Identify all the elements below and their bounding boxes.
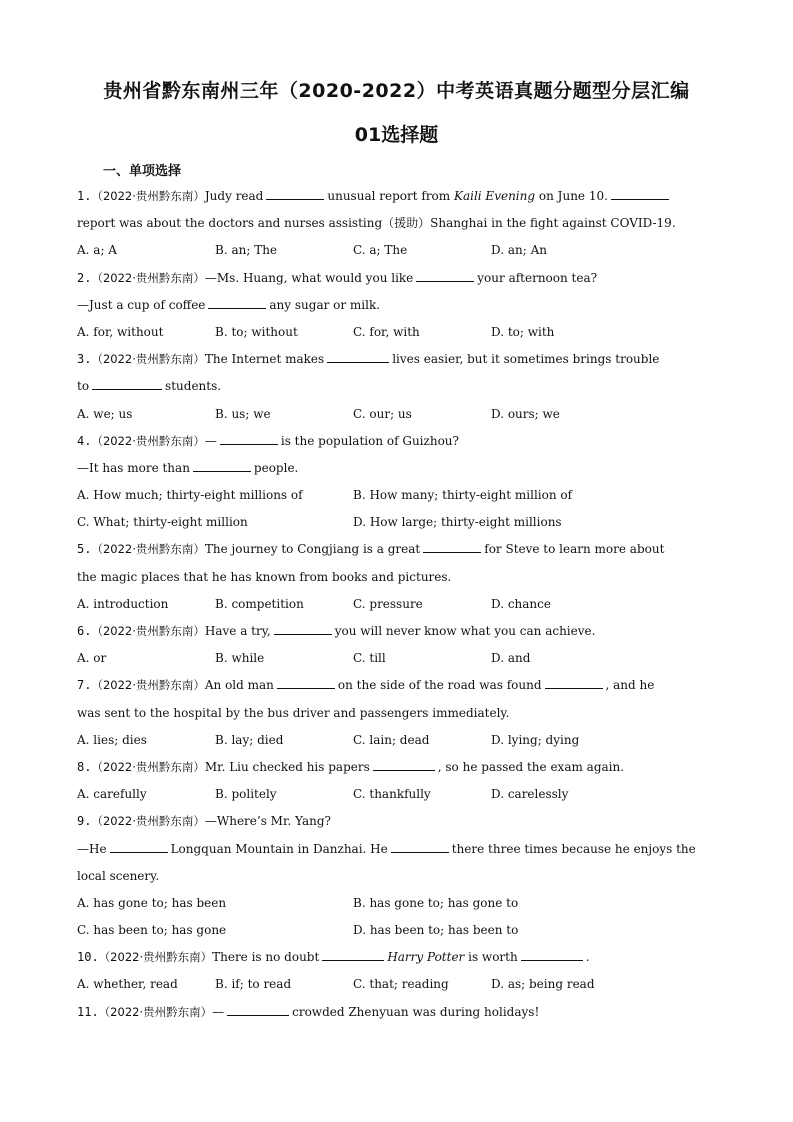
answer-blank[interactable] (274, 622, 332, 635)
answer-blank[interactable] (92, 377, 162, 390)
answer-blank[interactable] (391, 840, 449, 853)
question-4 (77, 430, 722, 457)
question-text: people. (253, 460, 299, 475)
answer-blank[interactable] (110, 840, 168, 853)
question-number: 3. (77, 352, 92, 367)
option-a[interactable]: A. introduction (77, 596, 169, 611)
question-text: unusual report from (327, 189, 451, 203)
question-list (77, 185, 722, 1028)
question-8-options (77, 783, 722, 810)
answer-blank[interactable] (193, 459, 251, 472)
section-heading: 一、单项选择 (103, 164, 182, 179)
newspaper-title: Kaili Evening (453, 189, 536, 203)
question-text: local scenery. (77, 868, 160, 883)
question-5-continued (77, 566, 722, 593)
question-9-options-row2 (77, 919, 722, 946)
question-number: 7. (77, 678, 92, 693)
option-a[interactable]: A. carefully (77, 787, 147, 802)
option-b[interactable]: B. lay; died (215, 732, 284, 747)
option-d[interactable]: D. has been to; has been to (353, 923, 519, 938)
question-1 (77, 185, 722, 212)
question-9 (77, 810, 722, 837)
option-a[interactable]: A. for, without (77, 324, 164, 339)
question-text: the magic places that he has known from books and pictures. (77, 569, 452, 584)
option-b[interactable]: B. How many; thirty-eight million of (353, 488, 573, 503)
question-2 (77, 267, 722, 294)
question-1-continued (77, 212, 722, 239)
question-text: —Just a cup of coffee (77, 297, 206, 312)
question-text: there three times because he enjoys the (451, 841, 696, 856)
question-8 (77, 756, 722, 783)
option-b[interactable]: B. competition (215, 596, 304, 611)
question-text: The Internet makes (204, 352, 325, 367)
question-source: （2022·贵州黔东南） (91, 678, 205, 693)
question-number: 9. (77, 814, 92, 829)
option-d[interactable]: D. an; An (491, 243, 547, 258)
option-a[interactable]: A. we; us (77, 406, 133, 421)
option-c[interactable]: C. What; thirty-eight million (77, 515, 248, 530)
question-text: report was about the doctors and nurses assisting（援助）Shanghai in the fight against COVID-19. (77, 216, 676, 231)
question-source: （2022·贵州黔东南） (91, 814, 205, 829)
answer-blank[interactable] (220, 432, 278, 445)
question-text: —Ms. Huang, what would you like (204, 270, 414, 285)
option-d[interactable]: D. and (491, 651, 531, 666)
answer-blank[interactable] (373, 758, 435, 771)
question-text: is worth (468, 950, 518, 965)
question-text: . (585, 950, 590, 965)
question-text: to (77, 379, 90, 394)
option-a[interactable]: A. How much; thirty-eight millions of (77, 488, 303, 503)
question-source: （2022·贵州黔东南） (91, 759, 205, 774)
option-a[interactable]: A. a; A (77, 243, 117, 258)
option-d[interactable]: D. How large; thirty-eight millions (353, 515, 562, 530)
option-a[interactable]: A. or (77, 651, 107, 666)
question-text: was sent to the hospital by the bus driver and passengers immediately. (77, 705, 510, 720)
question-number: 10. (77, 950, 99, 965)
question-text: —He (77, 841, 107, 856)
question-number: 6. (77, 624, 92, 638)
option-c[interactable]: C. a; The (353, 243, 408, 258)
question-source: （2022·贵州黔东南） (91, 189, 205, 203)
question-number: 2. (77, 270, 92, 285)
option-b[interactable]: B. if; to read (215, 977, 292, 992)
question-text: Longquan Mountain in Danzhai. He (170, 841, 388, 856)
question-3 (77, 348, 722, 375)
option-b[interactable]: B. an; The (215, 243, 278, 258)
option-a[interactable]: A. has gone to; has been (77, 895, 227, 910)
question-text: is the population of Guizhou? (280, 433, 459, 448)
question-2-continued (77, 294, 722, 321)
question-text: —It has more than (77, 460, 190, 475)
question-source: （2022·贵州黔东南） (91, 542, 205, 557)
question-text: — (204, 433, 217, 448)
question-text: Judy read (204, 189, 264, 203)
question-7-continued (77, 702, 722, 729)
question-10 (77, 946, 722, 973)
question-text: There is no doubt (212, 950, 320, 965)
option-a[interactable]: A. lies; dies (77, 732, 147, 747)
question-4-options-row2 (77, 511, 722, 538)
document-title: 贵州省黔东南州三年（2020-2022）中考英语真题分题型分层汇编 (103, 80, 690, 102)
option-c[interactable]: C. that; reading (353, 977, 449, 992)
question-source: （2022·贵州黔东南） (91, 433, 205, 448)
question-11 (77, 1001, 722, 1028)
answer-blank[interactable] (416, 269, 474, 282)
question-5-options (77, 593, 722, 620)
question-source: （2022·贵州黔东南） (91, 270, 205, 285)
question-1-options (77, 239, 722, 266)
answer-blank[interactable] (277, 676, 335, 689)
answer-blank[interactable] (611, 187, 669, 200)
question-9-options-row1 (77, 892, 722, 919)
option-c[interactable]: C. our; us (353, 406, 412, 421)
question-text: on the side of the road was found (337, 678, 542, 693)
option-c[interactable]: C. pressure (353, 596, 423, 611)
option-b[interactable]: B. us; we (215, 406, 271, 421)
question-text: crowded Zhenyuan was during holidays! (292, 1004, 540, 1019)
question-5 (77, 538, 722, 565)
question-text: on June 10. (538, 189, 608, 203)
question-source: （2022·贵州黔东南） (91, 352, 205, 367)
option-c[interactable]: C. for, with (353, 324, 420, 339)
question-number: 1. (77, 189, 92, 203)
option-d[interactable]: D. carelessly (491, 787, 569, 802)
question-text: Have a try, (204, 624, 271, 638)
question-number: 5. (77, 542, 92, 557)
option-d[interactable]: D. as; being read (491, 977, 595, 992)
option-d[interactable]: D. ours; we (491, 406, 560, 421)
question-text: — (212, 1004, 225, 1019)
question-text: for Steve to learn more about (484, 542, 665, 557)
book-title: Harry Potter (387, 950, 465, 965)
option-b[interactable]: B. politely (215, 787, 277, 802)
question-4-options-row1 (77, 484, 722, 511)
answer-blank[interactable] (545, 676, 603, 689)
answer-blank[interactable] (208, 296, 266, 309)
question-number: 11. (77, 1004, 99, 1019)
question-text: any sugar or milk. (269, 297, 381, 312)
question-10-options (77, 973, 722, 1000)
option-d[interactable]: D. to; with (491, 324, 555, 339)
question-source: （2022·贵州黔东南） (98, 950, 213, 965)
answer-blank[interactable] (423, 540, 481, 553)
question-7 (77, 674, 722, 701)
question-source: （2022·贵州黔东南） (98, 1004, 213, 1019)
option-b[interactable]: B. has gone to; has gone to (353, 895, 519, 910)
question-6-options (77, 647, 722, 674)
question-text: , and he (605, 678, 655, 693)
question-text: , so he passed the exam again. (437, 759, 625, 774)
option-d[interactable]: D. lying; dying (491, 732, 580, 747)
option-c[interactable]: C. lain; dead (353, 732, 430, 747)
question-3-continued (77, 375, 722, 402)
document-subtitle: 01选择题 (354, 124, 439, 146)
question-text: —Where’s Mr. Yang? (204, 814, 331, 829)
question-text: your afternoon tea? (477, 270, 598, 285)
question-text: lives easier, but it sometimes brings trouble (392, 352, 660, 367)
answer-blank[interactable] (322, 948, 384, 961)
question-text: students. (165, 379, 222, 394)
question-2-options (77, 321, 722, 348)
answer-blank[interactable] (327, 350, 389, 363)
question-3-options (77, 403, 722, 430)
question-9-continued (77, 865, 722, 892)
question-7-options (77, 729, 722, 756)
question-source: （2022·贵州黔东南） (91, 624, 205, 638)
answer-blank[interactable] (266, 187, 324, 200)
answer-blank[interactable] (521, 948, 583, 961)
question-text: The journey to Congjiang is a great (204, 542, 421, 557)
option-c[interactable]: C. till (353, 651, 386, 666)
question-6 (77, 620, 722, 647)
option-d[interactable]: D. chance (491, 596, 551, 611)
answer-blank[interactable] (227, 1003, 289, 1016)
option-c[interactable]: C. has been to; has gone (77, 923, 227, 938)
question-9-continued (77, 838, 722, 865)
option-b[interactable]: B. while (215, 651, 265, 666)
option-b[interactable]: B. to; without (215, 324, 298, 339)
question-text: Mr. Liu checked his papers (204, 759, 370, 774)
option-c[interactable]: C. thankfully (353, 787, 431, 802)
question-text: you will never know what you can achieve. (334, 624, 596, 638)
question-number: 4. (77, 433, 92, 448)
question-number: 8. (77, 759, 92, 774)
question-text: An old man (204, 678, 274, 693)
question-4-continued (77, 457, 722, 484)
option-a[interactable]: A. whether, read (77, 977, 178, 992)
